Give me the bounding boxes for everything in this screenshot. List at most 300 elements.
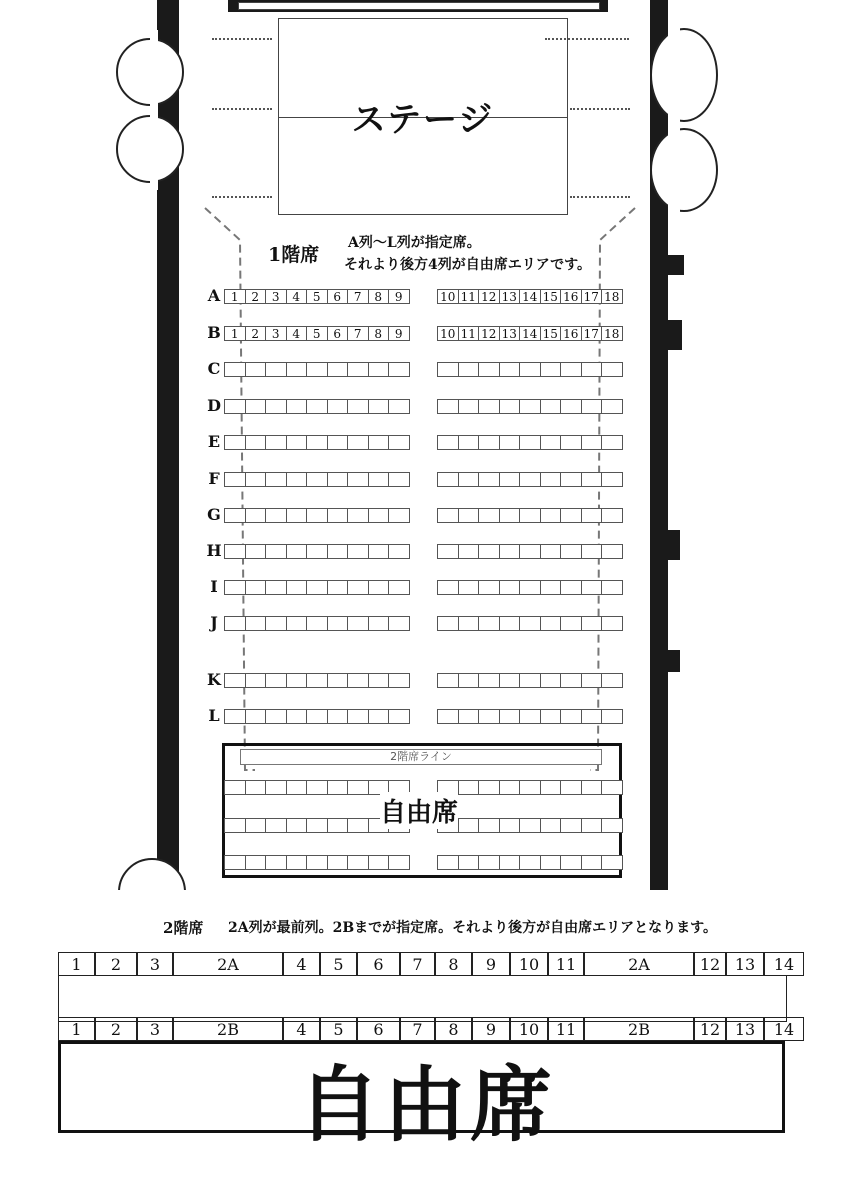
seat[interactable] [601,544,623,559]
seat[interactable] [540,435,562,450]
seat[interactable] [560,580,582,595]
floor2-free-label: 自由席 [298,1057,557,1153]
seat[interactable]: 1 [224,326,246,341]
seat[interactable] [458,362,480,377]
seat[interactable] [286,616,308,631]
seat[interactable]: 8 [368,326,390,341]
seat[interactable] [581,435,603,450]
seat[interactable] [601,472,623,487]
seat[interactable] [347,544,369,559]
seat[interactable]: 5 [306,289,328,304]
seat[interactable] [540,709,562,724]
floor2-seat-a[interactable]: 10 [510,952,548,976]
seat[interactable]: 10 [437,326,459,341]
free-seat[interactable] [540,780,562,795]
floor2-seat-b[interactable]: 12 [694,1017,726,1041]
seat[interactable] [265,362,287,377]
floor2-seat-a[interactable]: 2A [173,952,283,976]
seat[interactable] [499,709,521,724]
seat[interactable] [540,508,562,523]
seat[interactable] [519,580,541,595]
seat[interactable]: 3 [265,326,287,341]
free-seat[interactable] [601,818,623,833]
floor2-seat-b[interactable]: 2B [584,1017,694,1041]
seat[interactable] [581,709,603,724]
floor2-seat-a[interactable]: 7 [400,952,435,976]
free-seat[interactable] [478,780,500,795]
free-seat[interactable] [581,818,603,833]
seat[interactable] [478,472,500,487]
free-seat[interactable] [347,780,369,795]
seat[interactable] [560,472,582,487]
seat[interactable] [560,435,582,450]
seat[interactable] [458,709,480,724]
seat[interactable]: 14 [519,326,541,341]
floor2-seat-b[interactable]: 4 [283,1017,320,1041]
floor2-seat-b[interactable]: 1 [58,1017,95,1041]
floor2-seat-a[interactable]: 4 [283,952,320,976]
floor2-seat-a[interactable]: 12 [694,952,726,976]
seat[interactable] [368,362,390,377]
seat[interactable] [245,673,267,688]
seat[interactable] [306,709,328,724]
seat[interactable] [601,362,623,377]
floor2-seat-b[interactable]: 8 [435,1017,472,1041]
seat[interactable] [347,362,369,377]
floor2-seat-b[interactable]: 2B [173,1017,283,1041]
seat[interactable] [581,472,603,487]
seat[interactable] [286,673,308,688]
seat[interactable] [437,472,459,487]
seat[interactable] [581,544,603,559]
floor2-seat-a[interactable]: 9 [472,952,510,976]
free-seat[interactable] [499,818,521,833]
seat[interactable] [499,544,521,559]
seat[interactable] [560,673,582,688]
seat[interactable] [519,544,541,559]
seat[interactable] [458,580,480,595]
seat[interactable]: 11 [458,326,480,341]
seat[interactable] [224,580,246,595]
free-seat[interactable] [286,818,308,833]
seat[interactable]: 15 [540,289,562,304]
seat[interactable] [519,472,541,487]
seat[interactable] [306,435,328,450]
seat[interactable]: 12 [478,326,500,341]
seat[interactable]: 2 [245,326,267,341]
free-seat[interactable] [458,818,480,833]
free-seat[interactable] [306,780,328,795]
free-seat[interactable] [499,855,521,870]
seat[interactable]: 16 [560,289,582,304]
seat[interactable]: 15 [540,326,562,341]
seat[interactable]: 4 [286,289,308,304]
seat[interactable] [478,399,500,414]
seat[interactable] [601,616,623,631]
seat[interactable] [265,544,287,559]
seat[interactable] [286,435,308,450]
seat[interactable] [286,580,308,595]
seat[interactable] [347,399,369,414]
seat[interactable] [245,580,267,595]
seat[interactable] [458,435,480,450]
seat[interactable] [499,508,521,523]
seat[interactable] [581,673,603,688]
free-seat[interactable] [265,818,287,833]
free-seat[interactable] [437,855,459,870]
seat[interactable] [265,508,287,523]
free-seat[interactable] [540,855,562,870]
seat[interactable]: 18 [601,326,623,341]
seat[interactable] [286,544,308,559]
seat[interactable] [265,673,287,688]
free-seat[interactable] [347,818,369,833]
seat[interactable] [368,508,390,523]
floor2-seat-a[interactable]: 3 [137,952,173,976]
seat[interactable] [560,544,582,559]
seat[interactable] [478,544,500,559]
seat[interactable] [327,544,349,559]
seat[interactable] [388,544,410,559]
seat[interactable] [519,508,541,523]
seat[interactable] [437,544,459,559]
seat[interactable] [306,580,328,595]
seat[interactable] [388,508,410,523]
free-seat[interactable] [327,818,349,833]
seat[interactable] [437,435,459,450]
seat[interactable] [368,435,390,450]
seat[interactable] [540,673,562,688]
seat[interactable] [540,362,562,377]
seat[interactable] [388,472,410,487]
seat[interactable] [368,616,390,631]
seat[interactable] [601,580,623,595]
seat[interactable]: 16 [560,326,582,341]
seat[interactable] [540,616,562,631]
free-seat[interactable] [519,780,541,795]
free-seat[interactable] [265,855,287,870]
seat[interactable] [458,472,480,487]
free-seat[interactable] [347,855,369,870]
seat[interactable] [388,580,410,595]
floor2-seat-b[interactable]: 14 [764,1017,804,1041]
free-seat[interactable] [224,855,246,870]
seat[interactable] [388,362,410,377]
seat[interactable]: 9 [388,326,410,341]
seat[interactable] [601,508,623,523]
seat[interactable] [327,435,349,450]
free-seat[interactable] [601,855,623,870]
free-seat[interactable] [560,818,582,833]
seat[interactable] [306,399,328,414]
free-seat[interactable] [368,855,390,870]
seat[interactable]: 3 [265,289,287,304]
seat[interactable] [388,399,410,414]
seat[interactable]: 1 [224,289,246,304]
seat[interactable]: 7 [347,289,369,304]
free-seat[interactable] [306,855,328,870]
seat[interactable] [306,508,328,523]
free-seat[interactable] [458,855,480,870]
seat[interactable] [499,435,521,450]
seat[interactable] [601,673,623,688]
seat[interactable]: 13 [499,289,521,304]
free-seat[interactable] [265,780,287,795]
seat[interactable] [519,673,541,688]
seat[interactable] [224,435,246,450]
seat[interactable]: 12 [478,289,500,304]
seat[interactable] [265,472,287,487]
seat[interactable] [540,472,562,487]
seat[interactable] [478,435,500,450]
seat[interactable] [478,616,500,631]
seat[interactable]: 4 [286,326,308,341]
seat[interactable] [224,616,246,631]
free-seat[interactable] [327,780,349,795]
seat[interactable] [478,580,500,595]
seat[interactable] [286,472,308,487]
seat[interactable] [388,616,410,631]
seat[interactable] [245,616,267,631]
seat[interactable] [306,673,328,688]
floor2-seat-a[interactable]: 14 [764,952,804,976]
seat[interactable] [245,544,267,559]
seat[interactable] [224,709,246,724]
free-seat[interactable] [540,818,562,833]
seat[interactable] [327,508,349,523]
floor2-seat-b[interactable]: 6 [357,1017,400,1041]
seat[interactable]: 7 [347,326,369,341]
seat[interactable] [540,399,562,414]
seat[interactable] [286,508,308,523]
seat[interactable] [388,673,410,688]
seat[interactable] [560,508,582,523]
free-seat[interactable] [388,855,410,870]
floor2-seat-a[interactable]: 5 [320,952,357,976]
seat[interactable] [499,673,521,688]
seat[interactable] [224,362,246,377]
seat[interactable] [519,435,541,450]
seat[interactable] [581,399,603,414]
seat[interactable] [519,709,541,724]
free-seat[interactable] [286,780,308,795]
seat[interactable] [224,673,246,688]
row-label-g: G [207,505,221,524]
free-seat[interactable] [478,855,500,870]
seat[interactable] [499,362,521,377]
seat[interactable]: 17 [581,326,603,341]
seat[interactable] [347,709,369,724]
seat[interactable] [224,399,246,414]
free-seat[interactable] [560,780,582,795]
seat[interactable] [327,580,349,595]
free-seat[interactable] [519,855,541,870]
seat[interactable] [581,580,603,595]
seat[interactable] [327,399,349,414]
seat[interactable] [540,544,562,559]
seat[interactable] [499,399,521,414]
seat[interactable] [601,709,623,724]
floor2-seat-a[interactable]: 8 [435,952,472,976]
free-seat[interactable] [581,780,603,795]
floor2-seat-b[interactable]: 9 [472,1017,510,1041]
seat[interactable] [478,508,500,523]
seat[interactable] [368,580,390,595]
free-seat[interactable] [499,780,521,795]
seat[interactable]: 2 [245,289,267,304]
seat[interactable] [245,399,267,414]
floor2-seat-a[interactable]: 6 [357,952,400,976]
free-seat[interactable] [601,780,623,795]
free-seat[interactable] [519,818,541,833]
seat[interactable] [347,616,369,631]
seat[interactable] [519,399,541,414]
seat[interactable] [458,673,480,688]
seat[interactable] [265,435,287,450]
seat[interactable]: 6 [327,289,349,304]
floor2-seat-b[interactable]: 13 [726,1017,764,1041]
seat[interactable] [458,508,480,523]
seat[interactable] [581,508,603,523]
seat[interactable] [224,472,246,487]
seat[interactable]: 10 [437,289,459,304]
seat[interactable] [499,616,521,631]
floor2-seat-a[interactable]: 13 [726,952,764,976]
seat[interactable] [560,709,582,724]
free-seat[interactable] [245,818,267,833]
floor2-seat-a[interactable]: 2A [584,952,694,976]
seat[interactable] [306,362,328,377]
floor1-free-label: 自由席 [380,792,458,829]
seat[interactable] [327,472,349,487]
seat[interactable] [224,544,246,559]
seat[interactable] [286,709,308,724]
seat[interactable]: 11 [458,289,480,304]
seat[interactable] [601,435,623,450]
seat[interactable]: 5 [306,326,328,341]
floor2-seat-b[interactable]: 10 [510,1017,548,1041]
seat[interactable] [540,580,562,595]
floor2-seat-b[interactable]: 11 [548,1017,584,1041]
seat[interactable] [581,616,603,631]
seat[interactable] [265,399,287,414]
seat[interactable] [245,435,267,450]
seat[interactable] [601,399,623,414]
seat[interactable] [437,580,459,595]
seat[interactable] [224,508,246,523]
floor2-seat-a[interactable]: 2 [95,952,137,976]
free-seat[interactable] [560,855,582,870]
seat[interactable] [327,673,349,688]
seat[interactable]: 17 [581,289,603,304]
seat[interactable] [388,709,410,724]
seat[interactable] [499,472,521,487]
seat[interactable] [368,709,390,724]
free-seat[interactable] [286,855,308,870]
seat[interactable] [560,399,582,414]
seat[interactable] [368,472,390,487]
seat[interactable] [347,673,369,688]
seat[interactable] [265,709,287,724]
seat[interactable] [437,508,459,523]
seat[interactable] [347,435,369,450]
floor2-seat-b[interactable]: 3 [137,1017,173,1041]
seat[interactable] [437,362,459,377]
seat[interactable] [437,616,459,631]
seat[interactable] [306,616,328,631]
seat[interactable] [458,399,480,414]
seat[interactable] [388,435,410,450]
seat[interactable] [437,709,459,724]
seat[interactable] [478,709,500,724]
seat[interactable] [560,616,582,631]
seat[interactable] [437,673,459,688]
seat[interactable] [245,709,267,724]
seat[interactable] [286,362,308,377]
floor2-seat-b[interactable]: 5 [320,1017,357,1041]
free-seat[interactable] [245,855,267,870]
seat[interactable] [581,362,603,377]
seat[interactable] [286,399,308,414]
seat[interactable]: 9 [388,289,410,304]
seat[interactable] [499,580,521,595]
free-seat[interactable] [581,855,603,870]
seat[interactable]: 8 [368,289,390,304]
seat[interactable]: 14 [519,289,541,304]
seat[interactable] [347,472,369,487]
seat[interactable] [458,616,480,631]
free-seat[interactable] [224,780,246,795]
seat[interactable] [368,544,390,559]
seat[interactable] [519,362,541,377]
seat[interactable] [478,673,500,688]
seat[interactable] [265,616,287,631]
seat[interactable] [265,580,287,595]
seat[interactable] [368,399,390,414]
floor2-seat-a[interactable]: 11 [548,952,584,976]
seat[interactable] [560,362,582,377]
seat[interactable]: 6 [327,326,349,341]
seat[interactable] [327,616,349,631]
seat[interactable] [368,673,390,688]
free-seat[interactable] [458,780,480,795]
free-seat[interactable] [306,818,328,833]
seat[interactable] [478,362,500,377]
floor2-title: 2階席 [163,919,204,937]
seat[interactable] [327,362,349,377]
seat[interactable] [306,544,328,559]
seat[interactable] [347,508,369,523]
free-seat[interactable] [224,818,246,833]
floor2-seat-b[interactable]: 2 [95,1017,137,1041]
seat[interactable] [245,508,267,523]
seat[interactable] [437,399,459,414]
floor2-seat-a[interactable]: 1 [58,952,95,976]
free-seat[interactable] [327,855,349,870]
free-seat[interactable] [478,818,500,833]
seat[interactable] [347,580,369,595]
seat[interactable] [306,472,328,487]
seat[interactable]: 13 [499,326,521,341]
seat[interactable] [245,472,267,487]
seat[interactable]: 18 [601,289,623,304]
seat[interactable] [327,709,349,724]
seat[interactable] [519,616,541,631]
seat[interactable] [458,544,480,559]
seat[interactable] [245,362,267,377]
free-seat[interactable] [245,780,267,795]
floor2-seat-b[interactable]: 7 [400,1017,435,1041]
